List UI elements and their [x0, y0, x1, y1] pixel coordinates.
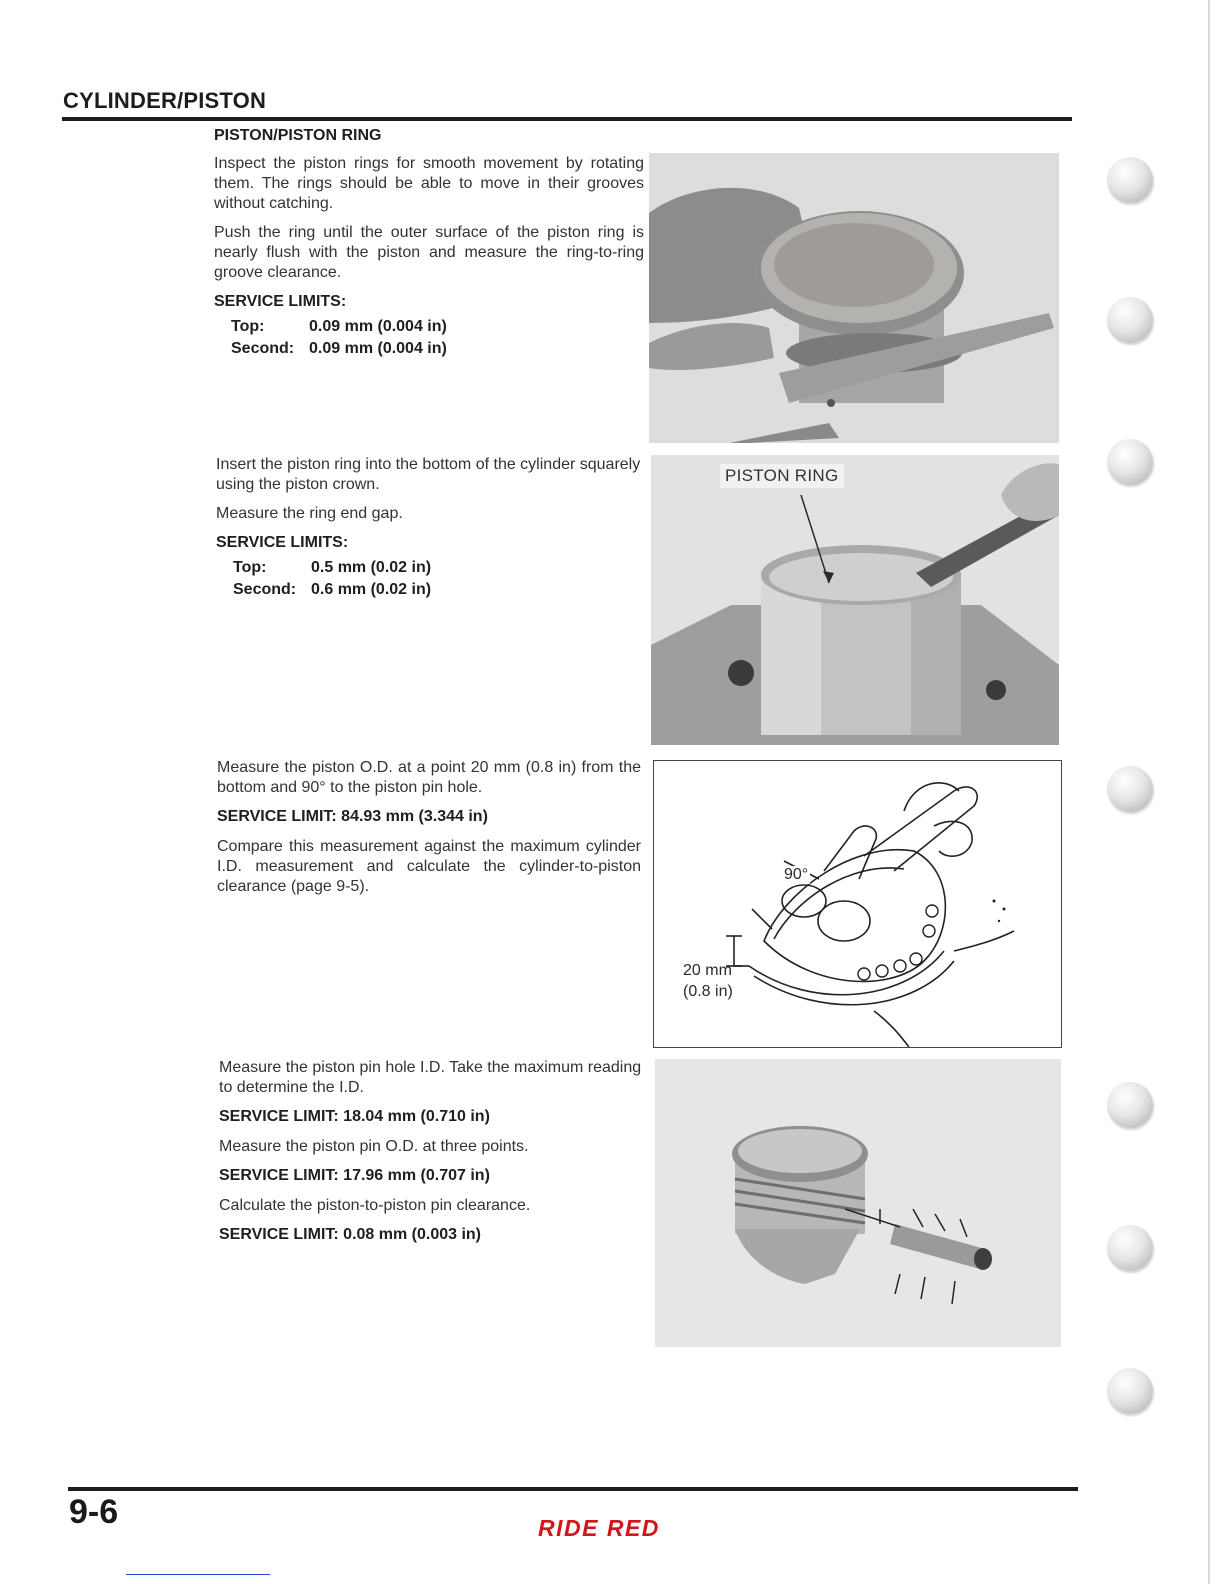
photo-ring-groove-clearance	[649, 153, 1059, 443]
binder-hole	[1107, 1082, 1153, 1128]
footer-rule	[68, 1487, 1078, 1491]
limit-value: 0.5 mm (0.02 in)	[311, 559, 432, 576]
binder-hole	[1107, 766, 1153, 812]
binder-hole	[1107, 1368, 1153, 1414]
figure-label-distance-mm: 20 mm	[683, 962, 732, 979]
paragraph: Measure the piston O.D. at a point 20 mm (0.8 in) from the bottom and 90° to the piston pin hole.	[217, 759, 641, 796]
brand-logo: RIDE RED	[538, 1515, 660, 1541]
binder-hole	[1107, 439, 1153, 485]
limit-value: 0.6 mm (0.02 in)	[311, 581, 432, 598]
limit-label: Top:	[233, 559, 267, 576]
photo-ring-end-gap	[651, 455, 1059, 745]
limit-label: Second:	[233, 581, 297, 598]
paragraph: Insert the piston ring into the bottom of the cylinder squarely using the piston crown.	[216, 456, 641, 493]
subsection-title: PISTON/PISTON RING	[214, 127, 382, 144]
service-limit: SERVICE LIMIT: 0.08 mm (0.003 in)	[219, 1226, 482, 1243]
section-piston-pin	[219, 1058, 643, 1255]
binder-hole	[1107, 157, 1153, 203]
limit-label: Top:	[231, 318, 265, 335]
paragraph: Calculate the piston-to-piston pin clearance.	[219, 1197, 531, 1214]
section-title: CYLINDER/PISTON	[63, 88, 267, 113]
service-limit: SERVICE LIMIT: 17.96 mm (0.707 in)	[219, 1167, 490, 1184]
service-limits-title: SERVICE LIMITS:	[216, 534, 349, 551]
paragraph: Inspect the piston rings for smooth movement by rotating them. The rings should be able to move in their grooves without catching.	[214, 155, 644, 212]
paragraph: Measure the piston pin hole I.D. Take the maximum reading to determine the I.D.	[219, 1059, 642, 1096]
section-ring-end-gap	[216, 455, 646, 601]
page-number: 9-6	[69, 1493, 119, 1531]
footer-link-underline	[126, 1574, 270, 1575]
callout-piston-ring: PISTON RING	[720, 464, 844, 488]
binder-hole	[1107, 297, 1153, 343]
section-piston-od	[217, 758, 641, 906]
limit-row-second	[233, 579, 646, 601]
limit-value: 0.09 mm (0.004 in)	[309, 318, 447, 335]
service-limit: SERVICE LIMIT: 18.04 mm (0.710 in)	[219, 1108, 490, 1125]
limit-row-top	[231, 316, 644, 338]
service-limit: SERVICE LIMIT: 84.93 mm (3.344 in)	[217, 808, 488, 825]
limit-label: Second:	[231, 340, 295, 357]
limit-value: 0.09 mm (0.004 in)	[309, 340, 447, 357]
section-piston-ring	[214, 126, 644, 360]
service-limits-title: SERVICE LIMITS:	[214, 293, 347, 310]
photo-piston-pin	[655, 1059, 1061, 1347]
paragraph: Measure the ring end gap.	[216, 505, 403, 522]
figure-label-angle: 90°	[784, 866, 809, 883]
header-rule	[62, 117, 1072, 121]
figure-label-distance-in: (0.8 in)	[683, 983, 733, 1000]
limit-row-top	[233, 557, 646, 579]
binder-hole	[1107, 1225, 1153, 1271]
limit-row-second	[231, 338, 644, 360]
page-edge	[1208, 0, 1210, 1584]
paragraph: Measure the piston pin O.D. at three points.	[219, 1138, 529, 1155]
paragraph: Push the ring until the outer surface of the piston ring is nearly flush with the piston and measure the ring-to-ring groove clearance.	[214, 224, 644, 281]
figure-piston-od	[653, 760, 1062, 1048]
paragraph: Compare this measurement against the maximum cylinder I.D. measurement and calculate the cylinder-to-piston clearance (page 9-5).	[217, 838, 641, 895]
